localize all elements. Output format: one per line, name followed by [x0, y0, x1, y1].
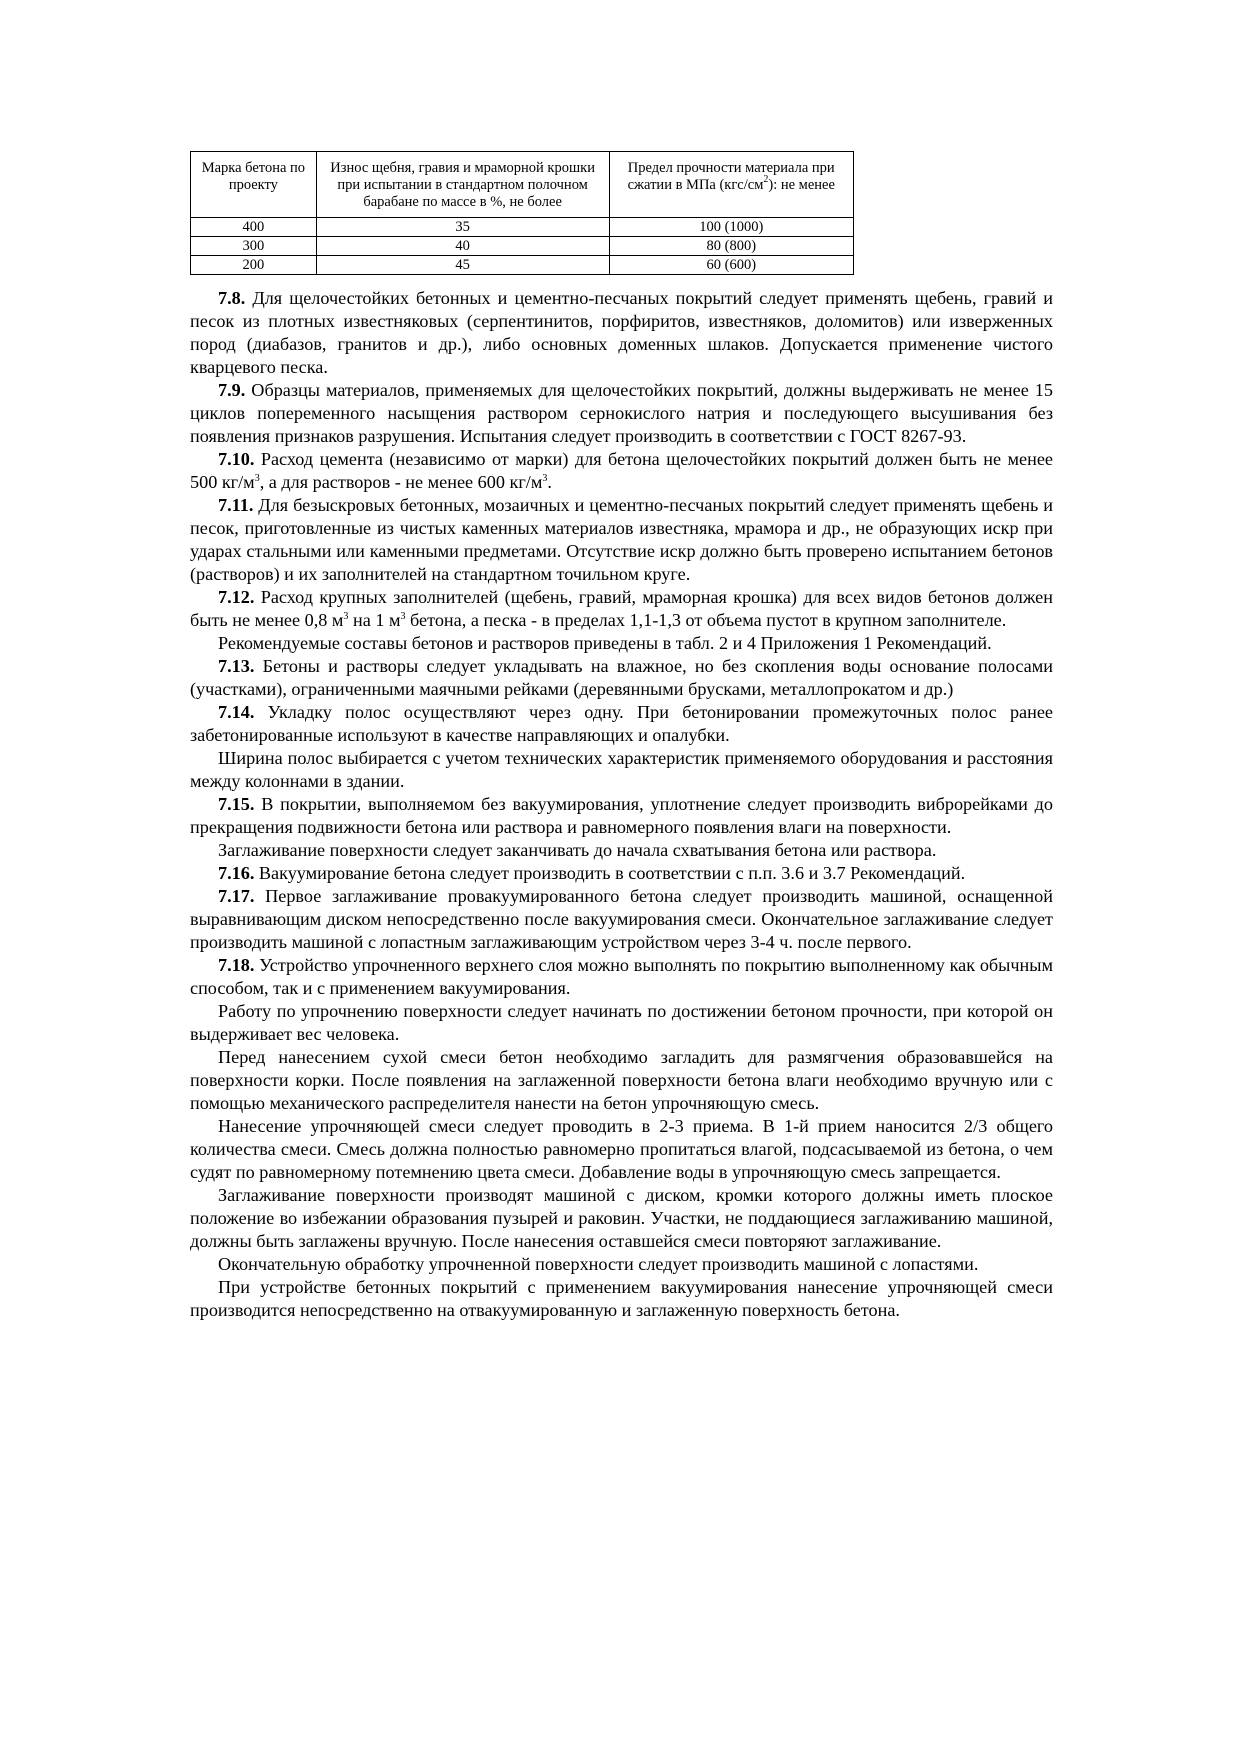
clause-number: 7.18.	[218, 955, 255, 975]
clause-number: 7.17.	[218, 886, 255, 906]
clause-number: 7.15.	[218, 794, 255, 814]
paragraph-7-15: 7.15. В покрытии, выполняемом без вакуумирования, уплотнение следует производить виброрейками до прекращения подвижности бетона или раствора и равномерного появления влаги на поверхности.	[190, 794, 1053, 837]
table-row	[191, 237, 854, 256]
clause-number: 7.13.	[218, 656, 255, 676]
paragraph-recommended-compositions: Рекомендуемые составы бетонов и растворов приведены в табл. 2 и 4 Приложения 1 Рекомендаций.	[218, 633, 992, 653]
cell-wear: 40	[316, 237, 609, 256]
paragraph-strip-width: Ширина полос выбирается с учетом технических характеристик применяемого оборудования и расстояния между колоннами в здании.	[190, 748, 1053, 791]
document-page	[190, 151, 1053, 1322]
clause-number: 7.16.	[218, 863, 255, 883]
paragraph-vacuum-application: При устройстве бетонных покрытий с применением вакуумирования нанесение упрочняющей смеси производится непосредственно на отвакуумированную и заглаженную поверхность бетона.	[190, 1277, 1053, 1320]
paragraph-7-14: 7.14. Укладку полос осуществляют через одну. При бетонировании промежуточных полос ранее забетонированные используют в качестве направляющих и опалубки.	[190, 702, 1053, 745]
aggregate-requirements-table	[190, 151, 854, 275]
paragraph-mix-application: Нанесение упрочняющей смеси следует проводить в 2-3 приема. В 1-й прием наносится 2/3 общего количества смеси. Смесь должна полностью равномерно пропитаться влагой, подсасываемой из бетона, о чем судят по равномерному потемнению цвета смеси. Добавление воды в упрочняющую смесь запрещается.	[190, 1116, 1053, 1182]
header-strength: Предел прочности материала при сжатии в МПа $(кгс/см^2)$: не менее	[609, 152, 853, 218]
paragraph-dry-mix: Перед нанесением сухой смеси бетон необходимо загладить для размягчения образовавшейся на поверхности корки. После появления на заглаженной поверхности бетона влаги необходимо вручную или с помощью механического распределителя нанести на бетон упрочняющую смесь.	[190, 1047, 1053, 1113]
paragraph-7-8: 7.8. Для щелочестойких бетонных и цементно-песчаных покрытий следует применять щебень, гравий и песок из плотных известняковых (серпентинитов, порфиритов, известняков, доломитов) или изверженных пород (диабазов, гранитов и др.), либо основных доменных шлаков. Допускается применение чистого кварцевого песка.	[190, 288, 1053, 377]
table-row	[191, 218, 854, 237]
paragraph-7-9: 7.9. Образцы материалов, применяемых для щелочестойких покрытий, должны выдерживать не менее 15 циклов попеременного насыщения раствором сернокислого натрия и последующего высушивания без появления признаков разрушения. Испытания следует производить в соответствии с ГОСТ 8267-93.	[190, 380, 1053, 446]
paragraph-disc-smoothing: Заглаживание поверхности производят машиной с диском, кромки которого должны иметь плоское положение во избежании образования пузырей и раковин. Участки, не поддающиеся заглаживанию машиной, должны быть заглажены вручную. После нанесения оставшейся смеси повторяют заглаживание.	[190, 1185, 1053, 1251]
paragraph-smoothing-finish: Заглаживание поверхности следует заканчивать до начала схватывания бетона или раствора.	[218, 840, 937, 860]
cell-grade: 400	[191, 218, 317, 237]
paragraph-7-18: 7.18. Устройство упрочненного верхнего слоя можно выполнять по покрытию выполненному как обычным способом, так и с применением вакуумирования.	[190, 955, 1053, 998]
paragraph-7-17: 7.17. Первое заглаживание провакуумированного бетона следует производить машиной, оснащенной выравнивающим диском непосредственно после вакуумирования смеси. Окончательное заглаживание следует производить машиной с лопастным заглаживающим устройством через 3-4 ч. после первого.	[190, 886, 1053, 952]
cell-grade: 200	[191, 256, 317, 275]
body-text	[190, 287, 1053, 1322]
header-grade: Марка бетона по проекту	[191, 152, 317, 218]
clause-number: 7.11.	[218, 495, 254, 515]
clause-number: 7.10.	[218, 449, 255, 469]
header-wear: Износ щебня, гравия и мраморной крошки при испытании в стандартном полочном барабане по массе в %, не более	[316, 152, 609, 218]
cell-strength: 60 (600)	[609, 256, 853, 275]
clause-number: 7.14.	[218, 702, 255, 722]
cell-strength: 100 (1000)	[609, 218, 853, 237]
table-header-row	[191, 152, 854, 218]
cell-grade: 300	[191, 237, 317, 256]
paragraph-7-16: 7.16. Вакуумирование бетона следует производить в соответствии с п.п. 3.6 и 3.7 Рекомендаций.	[218, 863, 966, 883]
paragraph-7-10: 7.10. Расход цемента (независимо от марки) для бетона щелочестойких покрытий должен быть не менее 500 $кг/м^3$, а для растворов - не менее 600 $кг/м^3$.	[190, 449, 1053, 492]
clause-number: 7.8.	[218, 288, 246, 308]
paragraph-hardening-start: Работу по упрочнению поверхности следует начинать по достижении бетоном прочности, при которой он выдерживает вес человека.	[190, 1001, 1053, 1044]
cell-strength: 80 (800)	[609, 237, 853, 256]
paragraph-final-treatment: Окончательную обработку упрочненной поверхности следует производить машиной с лопастями.	[218, 1254, 979, 1274]
clause-number: 7.9.	[218, 380, 246, 400]
clause-number: 7.12.	[218, 587, 255, 607]
table-row	[191, 256, 854, 275]
paragraph-7-11: 7.11. Для безыскровых бетонных, мозаичных и цементно-песчаных покрытий следует применять щебень и песок, приготовленные из чистых каменных материалов известняка, мрамора и др., не образующих искр при ударах стальными или каменными предметами. Отсутствие искр должно быть проверено испытанием бетонов (растворов) и их заполнителей на стандартном точильном круге.	[190, 495, 1053, 584]
cell-wear: 45	[316, 256, 609, 275]
paragraph-7-13: 7.13. Бетоны и растворы следует укладывать на влажное, но без скопления воды основание полосами (участками), ограниченными маячными рейками (деревянными брусками, металлопрокатом и др.)	[190, 656, 1053, 699]
cell-wear: 35	[316, 218, 609, 237]
paragraph-7-12: 7.12. Расход крупных заполнителей (щебень, гравий, мраморная крошка) для всех видов бетонов должен быть не менее 0,8 $м^3$ на 1 $м^3$ бетона, а песка - в пределах 1,1-1,3 от объема пустот в крупном заполнителе.	[190, 587, 1053, 630]
